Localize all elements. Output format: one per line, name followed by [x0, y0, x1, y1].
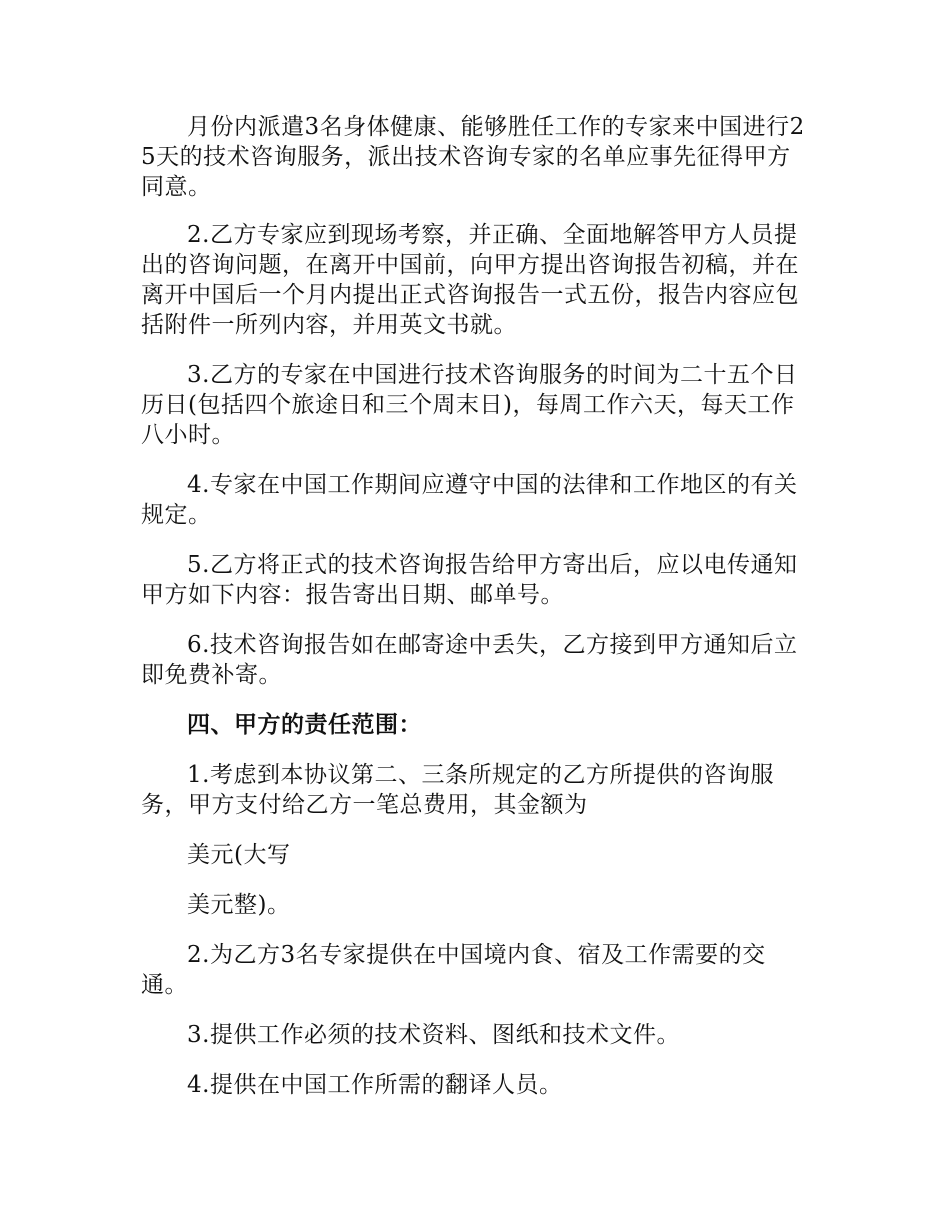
paragraph-expert-dispatch: 月份内派遣3名身体健康、能够胜任工作的专家来中国进行25天的技术咨询服务，派出技术咨询专家的名单应事先征得甲方同意。 — [141, 114, 805, 200]
paragraph-translator-clause: 4.提供在中国工作所需的翻译人员。 — [187, 1072, 563, 1098]
paragraph-accommodation-clause: 2.为乙方3名专家提供在中国境内食、宿及工作需要的交通。 — [141, 942, 766, 998]
paragraph-clause-5: 5.乙方将正式的技术咨询报告给甲方寄出后，应以电传通知甲方如下内容：报告寄出日期、邮单号。 — [141, 552, 798, 608]
paragraph-clause-2: 2.乙方专家应到现场考察，并正确、全面地解答甲方人员提出的咨询问题，在离开中国前，向甲方提出咨询报告初稿，并在离开中国后一个月内提出正式咨询报告一式五份，报告内容应包括附件一所列内容，并用英文书就。 — [141, 222, 799, 338]
paragraph-fee-clause: 1.考虑到本协议第二、三条所规定的乙方所提供的咨询服务，甲方支付给乙方一笔总费用，其金额为 — [141, 762, 774, 818]
section-heading-party-a-responsibilities: 四、甲方的责任范围： — [187, 711, 422, 738]
paragraph-clause-3: 3.乙方的专家在中国进行技术咨询服务的时间为二十五个日历日(包括四个旅途日和三个周末日)，每周工作六天，每天工作八小时。 — [141, 362, 798, 448]
paragraph-clause-6: 6.技术咨询报告如在邮寄途中丢失，乙方接到甲方通知后立即免费补寄。 — [141, 632, 798, 688]
paragraph-technical-materials-clause: 3.提供工作必须的技术资料、图纸和技术文件。 — [187, 1022, 680, 1048]
document-body — [141, 112, 809, 1120]
paragraph-clause-4: 4.专家在中国工作期间应遵守中国的法律和工作地区的有关规定。 — [141, 472, 798, 528]
paragraph-fee-amount-usd: 美元(大写 — [187, 842, 291, 868]
paragraph-fee-amount-words: 美元整)。 — [187, 892, 291, 918]
